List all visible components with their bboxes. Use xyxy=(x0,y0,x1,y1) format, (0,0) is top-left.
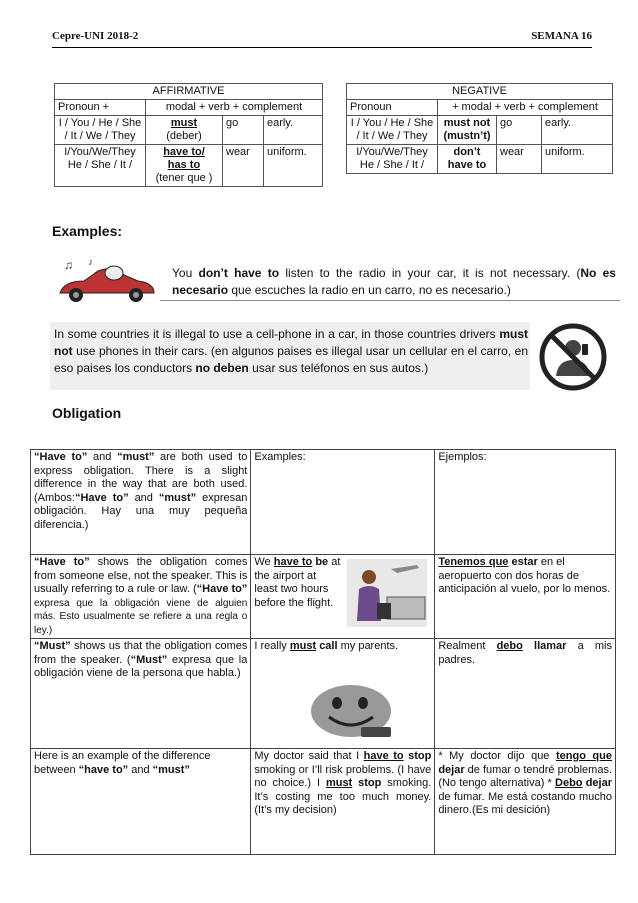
course-label: Cepre-UNI 2018-2 xyxy=(52,30,139,42)
ejemplos-header-cell: Ejemplos: xyxy=(435,450,616,555)
pronoun-cell: I / You / He / She / It / We / They xyxy=(347,116,438,145)
intro-cell: “Have to” and “must” are both used to express obligation. There is a slight difference in the way that are both used. (Ambos:“Have to” and “must” expresan obligación. Hay una muy pequeña diferencia.) xyxy=(31,450,251,555)
modal-cell: must (deber) xyxy=(146,116,223,145)
must-rule-cell: “Must” shows us that the obligation comes from the speaker. (“Must” expresa que la obligación viene de la persona que habla.) xyxy=(31,639,251,749)
obligation-table xyxy=(30,449,616,855)
verb-cell: wear xyxy=(223,145,264,187)
airport-illustration xyxy=(347,559,427,627)
complement-cell: early. xyxy=(542,116,613,145)
col-pronoun: Pronoun xyxy=(347,100,438,116)
negative-table xyxy=(346,83,613,174)
have-to-rule-cell: “Have to” shows the obligation comes from someone else, not the speaker. This is usually referring to a rule or law. (“Have to” expresa que la obligación viene de alguien más. Esto usualmente se refiere a una regla o ley.) xyxy=(31,555,251,639)
complement-cell: uniform. xyxy=(542,145,613,174)
car-illustration xyxy=(54,255,158,307)
example-phone-text: In some countries it is illegal to use a cell-phone in a car, in those countries drivers must not use phones in their cars. (en algunos paises es illegal usar un cellular en el carro, en eso paises los conductors no deben usar sus teléfonos en sus autos.) xyxy=(54,327,528,375)
affirmative-table xyxy=(54,83,323,187)
svg-text:♪: ♪ xyxy=(88,257,93,268)
verb-cell: go xyxy=(497,116,542,145)
obligation-heading: Obligation xyxy=(52,405,122,421)
verb-cell: go xyxy=(223,116,264,145)
pronoun-cell: I/You/We/They He / She / It / xyxy=(347,145,438,174)
page-header xyxy=(52,27,592,48)
verb-cell: wear xyxy=(497,145,542,174)
no-phone-icon xyxy=(538,322,608,392)
modal-cell: must not (mustn’t) xyxy=(438,116,497,145)
modal-cell: have to/ has to (tener que ) xyxy=(146,145,223,187)
pronoun-cell: I / You / He / She / It / We / They xyxy=(55,116,146,145)
svg-text:♫: ♫ xyxy=(64,258,73,272)
example-radio-text: You don’t have to listen to the radio in your car, it is not necessary. (No es necesario que escuches la radio en un carro, no es necesario.) xyxy=(172,266,616,297)
examples-header-cell: Examples: xyxy=(251,450,435,555)
col-pronoun: Pronoun + xyxy=(55,100,146,116)
affirmative-title: AFFIRMATIVE xyxy=(55,84,323,100)
smiley-phone-illustration xyxy=(303,683,399,743)
diferencia-ejemplo-cell: * My doctor dijo que tengo que dejar de fumar o tendré problemas. (No tengo alternativa) * Debo dejar de fumar. Me está costando mucho dinero.(Es mi desición) xyxy=(435,749,616,855)
debo-example-cell: Realment debo llamar a mis padres. xyxy=(435,639,616,749)
examples-heading: Examples: xyxy=(52,223,123,239)
difference-intro-cell: Here is an example of the difference between “have to” and “must” xyxy=(31,749,251,855)
must-example-cell: I really must call my parents. xyxy=(251,639,435,749)
col-modal-verb-complement: modal + verb + complement xyxy=(146,100,323,116)
col-modal-verb-complement: + modal + verb + complement xyxy=(438,100,613,116)
difference-example-cell: My doctor said that I have to stop smoking or I’ll risk problems. (I have no choice.) I must stop smoking. It’s costing me too much money. (It’s my decision) xyxy=(251,749,435,855)
pronoun-cell: I/You/We/They He / She / It / xyxy=(55,145,146,187)
negative-title: NEGATIVE xyxy=(347,84,613,100)
complement-cell: early. xyxy=(264,116,323,145)
modal-cell: don’t have to xyxy=(438,145,497,174)
have-to-example-cell: We have to be at the airport at least two hours before the flight. xyxy=(251,555,435,639)
week-label: SEMANA 16 xyxy=(531,30,592,42)
tener-que-example-cell: Tenemos que estar en el aeropuerto con dos horas de anticipación al vuelo, por lo menos. xyxy=(435,555,616,639)
complement-cell: uniform. xyxy=(264,145,323,187)
